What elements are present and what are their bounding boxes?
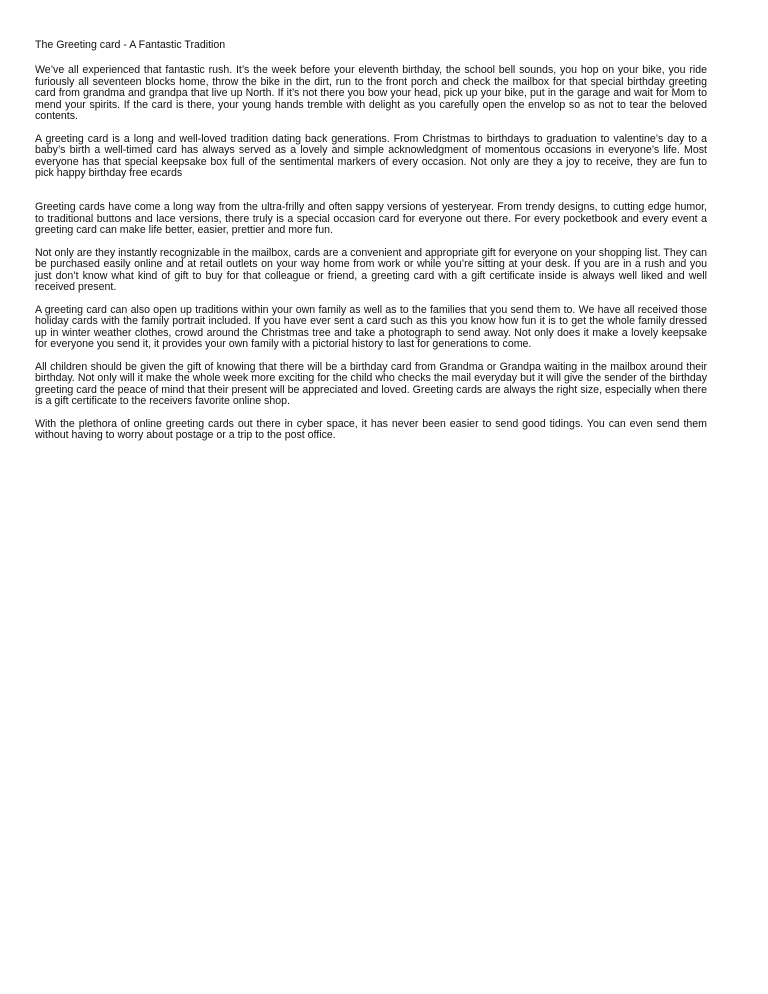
paragraph-gift: Not only are they instantly recognizable in the mailbox, cards are a convenient and appropriate gift for everyone on your shopping list. They can be purchased easily online and at retail outlets on your way home from work or while you’re sitting at your desk. If you are in a rush and you just don’t know what kind of gift to buy for that colleague or friend, a greeting card with a gift certificate inside is always well liked and well received present. [35, 246, 707, 294]
paragraph-evolution: Greeting cards have come a long way from the ultra-frilly and often sappy versions of yesteryear. From trendy designs, to cutting edge humor, to traditional buttons and lace versions, there truly is a special occasion card for everyone out there. For every pocketbook and every event a greeting card can make life better, easier, prettier and more fun. [35, 201, 707, 237]
document-title: The Greeting card - A Fantastic Tradition [35, 39, 226, 51]
paragraph-online: With the plethora of online greeting cards out there in cyber space, it has never been easier to send good tidings. You can even send them without having to worry about postage or a trip to the post office. [35, 417, 707, 442]
paragraph-children: All children should be given the gift of knowing that there will be a birthday card from Grandma or Grandpa waiting in the mailbox around their birthday. Not only will it make the whole week more exciting for the child who checks the mail everyday but it will give the sender of the birthday greeting card the peace of mind that their present will be appreciated and loved. Greeting cards are always the right size, especially when there is a gift certificate to the receivers favorite online shop. [35, 360, 707, 408]
paragraph-tradition: A greeting card is a long and well-loved tradition dating back generations. From Christmas to birthdays to graduation to valentine’s day to a baby’s birth a well-timed card has always served as a lovely and simple acknowledgment of momentous occasions in everyone’s life. Most everyone has that special keepsake box full of the sentimental markers of every occasion. Not only are they a joy to receive, they are fun to pick happy birthday free ecards [35, 132, 707, 180]
paragraph-intro: We’ve all experienced that fantastic rush. It’s the week before your eleventh birthday, the school bell sounds, you hop on your bike, you ride furiously all seventeen blocks home, throw the bike in the dirt, run to the front porch and check the mailbox for that special birthday greeting card from grandma and grandpa that live up North. If it’s not there you bow your head, pick up your bike, put in the garage and wait for Mom to mend your spirits. If the card is there, your young hands tremble with delight as you carefully open the envelop so as not to tear the beloved contents. [35, 64, 707, 123]
paragraph-family: A greeting card can also open up traditions within your own family as well as to the families that you send them to. We have all received those holiday cards with the family portrait included. If you have ever sent a card such as this you know how fun it is to get the whole family dressed up in winter weather clothes, crowd around the Christmas tree and take a photograph to send away. Not only does it make a lovely keepsake for everyone you send it, it provides your own family with a pictorial history to last for generations to come. [35, 303, 707, 351]
document-page [35, 40, 707, 453]
